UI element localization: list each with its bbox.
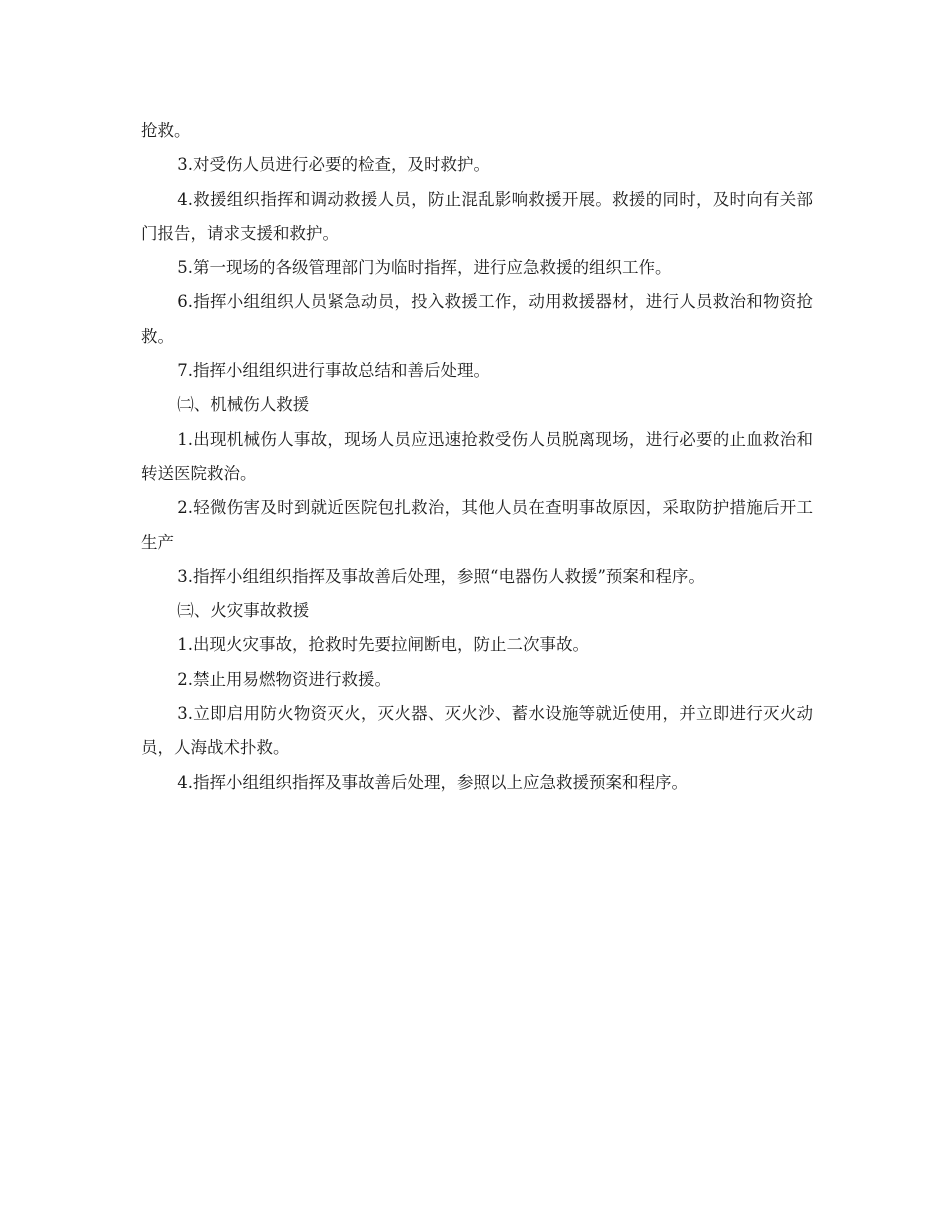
paragraph: 3.对受伤人员进行必要的检查，及时救护。 (177, 155, 491, 175)
paragraph: 2.轻微伤害及时到就近医院包扎救治，其他人员在查明事故原因，采取防护措施后开工生产 (141, 498, 813, 552)
paragraph: 抢救。 (141, 121, 191, 140)
paragraph: 6.指挥小组组织人员紧急动员，投入救援工作，动用救援器材，进行人员救治和物资抢救。 (141, 292, 813, 346)
paragraph: 3.指挥小组组织指挥及事故善后处理，参照“电器伤人救援”预案和程序。 (177, 566, 705, 586)
section-heading-fire: ㈢、火灾事故救援 (177, 601, 310, 621)
paragraph: 5.第一现场的各级管理部门为临时指挥，进行应急救援的组织工作。 (177, 258, 672, 278)
paragraph: 3.立即启用防火物资灭火，灭火器、灭火沙、蓄水设施等就近使用，并立即进行灭火动员，人海战术扑救。 (141, 704, 813, 758)
section-heading-mechanical: ㈡、机械伤人救援 (177, 395, 310, 415)
paragraph: 7.指挥小组组织进行事故总结和善后处理。 (177, 361, 491, 381)
paragraph: 4.指挥小组组织指挥及事故善后处理，参照以上应急救援预案和程序。 (177, 772, 689, 792)
paragraph: 1.出现火灾事故，抢救时先要拉闸断电，防止二次事故。 (177, 635, 590, 655)
paragraph: 1.出现机械伤人事故，现场人员应迅速抢救受伤人员脱离现场，进行必要的止血救治和转送医院救治。 (141, 429, 813, 483)
paragraph: 4.救援组织指挥和调动救援人员，防止混乱影响救援开展。救援的同时，及时向有关部门报告，请求支援和救护。 (141, 189, 813, 243)
document-body (141, 114, 813, 800)
paragraph: 2.禁止用易燃物资进行救援。 (177, 669, 392, 689)
